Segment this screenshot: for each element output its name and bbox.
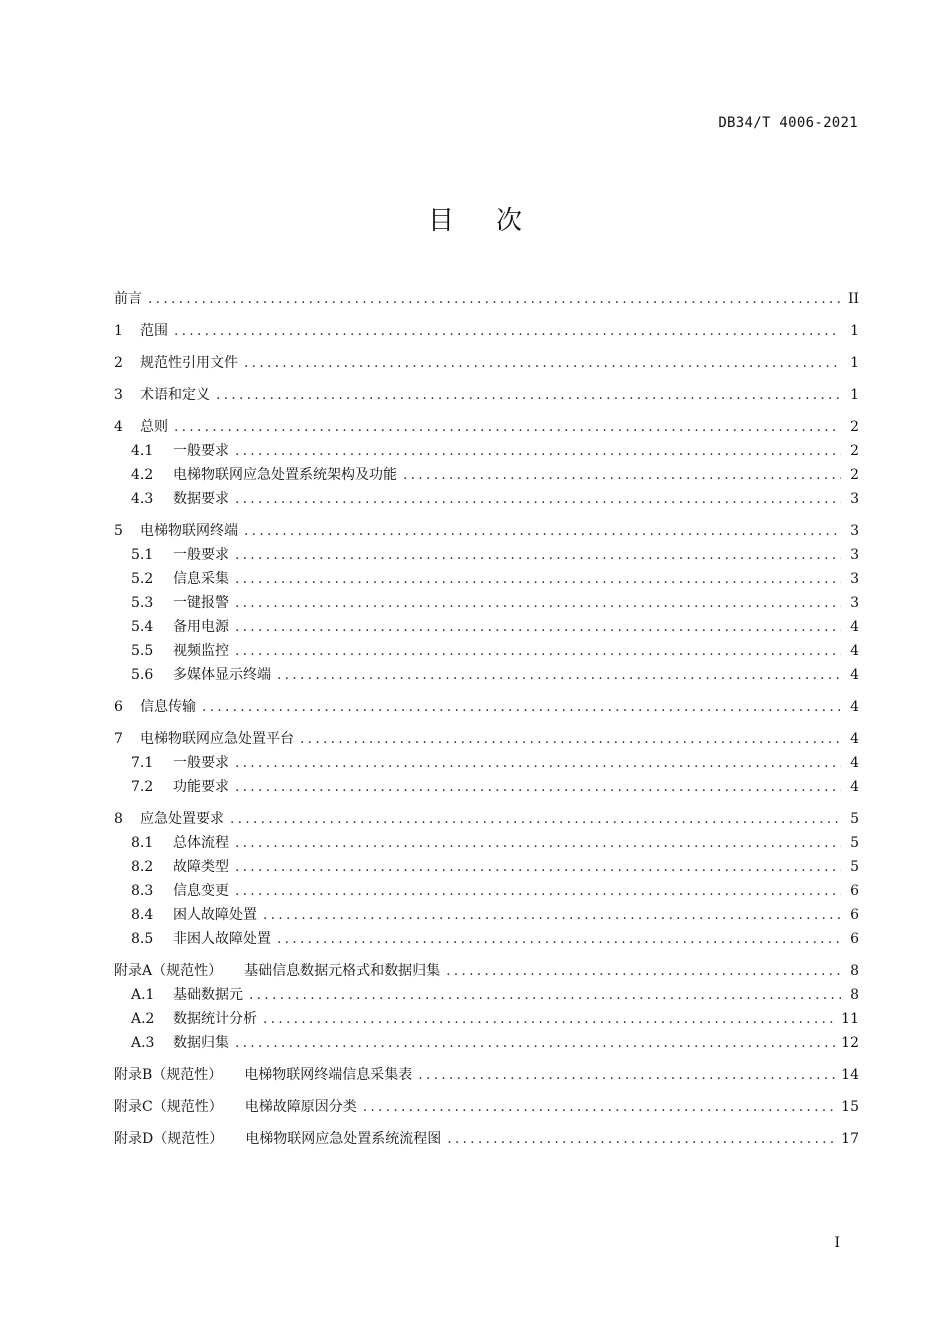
toc-leader-dots [235,879,841,903]
toc-entry[interactable] [114,663,859,687]
toc-entry[interactable] [114,487,859,511]
toc-leader-dots [235,1031,835,1055]
toc-appendix-title: 电梯物联网应急处置系统流程图 [245,1131,442,1147]
toc-entry-label: 范围 [140,323,168,339]
toc-entry-number: 4 [114,419,123,435]
toc-entry[interactable] [114,439,859,463]
toc-entry[interactable] [114,775,859,799]
toc-entry-label: 应急处置要求 [140,811,224,827]
toc-leader-dots [418,1063,835,1087]
toc-entry-label: 前言 [114,291,142,307]
toc-entry-page: 2 [850,443,859,459]
toc-entry-label: 数据归集 [173,1035,229,1051]
toc-leader-dots [235,439,841,463]
toc-leader-dots [446,959,841,983]
toc-entry-number: 5.1 [131,547,154,563]
toc-entry-number: 1 [114,323,123,339]
toc-entry-number: A.3 [131,1035,155,1051]
toc-entry[interactable] [114,855,859,879]
toc-entry-page: 4 [850,619,859,635]
toc-leader-dots [174,415,841,439]
toc-entry[interactable] [114,751,859,775]
toc-entry-page: 2 [850,467,859,483]
toc-entry[interactable] [114,983,859,1007]
toc-leader-dots [363,1095,835,1119]
toc-entry-page: II [847,291,859,307]
toc-entry-number: 5.6 [131,667,154,683]
toc-entry-number: 8.2 [131,859,154,875]
toc-leader-dots [235,615,841,639]
toc-entry[interactable] [114,519,859,543]
toc-entry-label: 一般要求 [173,443,229,459]
toc-entry-page: 8 [850,987,859,1003]
toc-entry[interactable] [114,567,859,591]
toc-entry-page: 4 [850,755,859,771]
toc-entry-number: 4.3 [131,491,154,507]
toc-leader-dots [263,1007,835,1031]
toc-entry-number: 5.2 [131,571,154,587]
toc-entry-label: 困人故障处置 [173,907,257,923]
toc-entry-page: 3 [850,595,859,611]
toc-entry-label: 总则 [140,419,168,435]
toc-leader-dots [277,927,841,951]
toc-entry-number: 6 [114,699,123,715]
toc-entry[interactable] [114,319,859,343]
toc-leader-dots [277,663,841,687]
toc-entry-label: 功能要求 [173,779,229,795]
toc-entry-label: 故障类型 [173,859,229,875]
toc-leader-dots [174,319,841,343]
toc-entry-number: 5.4 [131,619,154,635]
toc-entry-label: 信息采集 [173,571,229,587]
toc-appendix-title: 电梯故障原因分类 [244,1099,357,1115]
toc-entry-page: 4 [850,779,859,795]
toc-entry-label: 术语和定义 [140,387,210,403]
toc-entry-number: 2 [114,355,123,371]
toc-leader-dots [403,463,841,487]
toc-entry-number: 5.5 [131,643,154,659]
toc-appendix-title: 电梯物联网终端信息采集表 [244,1067,413,1083]
toc-appendix-label: 附录C（规范性） [114,1099,223,1115]
toc-leader-dots [230,807,841,831]
toc-entry-number: 7.2 [131,779,154,795]
toc-entry[interactable] [114,831,859,855]
toc-entry[interactable] [114,287,859,311]
toc-entry[interactable] [114,727,859,751]
toc-entry-page: 11 [841,1011,859,1027]
toc-leader-dots [235,855,841,879]
toc-entry-page: 1 [850,323,859,339]
toc-entry[interactable] [114,591,859,615]
toc-entry-label: 多媒体显示终端 [173,667,271,683]
toc-entry[interactable] [114,615,859,639]
toc-entry-number: 4.2 [131,467,154,483]
toc-entry-page: 15 [841,1099,859,1115]
toc-entry-page: 6 [850,883,859,899]
toc-leader-dots [244,519,841,543]
toc-leader-dots [244,351,841,375]
toc-entry[interactable] [114,639,859,663]
toc-entry-label: 信息传输 [140,699,196,715]
toc-entry-page: 5 [850,835,859,851]
toc-leader-dots [235,831,841,855]
toc-appendix-label: 附录A（规范性） [114,963,223,979]
toc-entry-page: 4 [850,731,859,747]
toc-entry-number: 4.1 [131,443,154,459]
toc-entry-page: 1 [850,355,859,371]
toc-leader-dots [202,695,841,719]
toc-entry[interactable] [114,415,859,439]
toc-leader-dots [235,751,841,775]
toc-entry-label: 基础数据元 [173,987,243,1003]
toc-entry[interactable] [114,903,859,927]
toc-leader-dots [447,1127,835,1151]
toc-leader-dots [300,727,841,751]
toc-entry[interactable] [114,1031,859,1055]
toc-appendix-label: 附录D（规范性） [114,1131,224,1147]
toc-entry[interactable] [114,1007,859,1031]
toc-entry[interactable] [114,351,859,375]
toc-entry-number: 8.5 [131,931,154,947]
toc-entry-number: A.2 [131,1011,155,1027]
toc-entry-page: 6 [850,931,859,947]
toc-entry-label: 非困人故障处置 [173,931,271,947]
toc-leader-dots [235,543,841,567]
toc-entry-label: 一键报警 [173,595,229,611]
toc-entry-label: 电梯物联网终端 [140,523,238,539]
toc-appendix-label: 附录B（规范性） [114,1067,223,1083]
toc-entry-page: 12 [841,1035,859,1051]
toc-entry[interactable] [114,463,859,487]
footer-page-number: I [834,1235,840,1251]
toc-entry-label: 数据要求 [173,491,229,507]
toc-entry[interactable] [114,879,859,903]
toc-entry-label: 电梯物联网应急处置平台 [140,731,294,747]
toc-entry-number: 3 [114,387,123,403]
toc-entry-page: 4 [850,643,859,659]
toc-entry-number: 5 [114,523,123,539]
toc-entry-label: 一般要求 [173,547,229,563]
toc-entry-page: 3 [850,547,859,563]
toc-entry-label: 信息变更 [173,883,229,899]
toc-entry-page: 17 [841,1131,859,1147]
toc-entry-label: 备用电源 [173,619,229,635]
standard-code: DB34/T 4006-2021 [718,115,858,131]
toc-entry-label: 电梯物联网应急处置系统架构及功能 [173,467,397,483]
toc-entry-label: 总体流程 [173,835,229,851]
toc-leader-dots [216,383,841,407]
toc-appendix-title: 基础信息数据元格式和数据归集 [244,963,441,979]
toc-entry-page: 3 [850,491,859,507]
toc-leader-dots [263,903,841,927]
toc-entry-page: 5 [850,811,859,827]
toc-entry-label: 视频监控 [173,643,229,659]
toc-entry-number: 8.3 [131,883,154,899]
toc-leader-dots [235,567,841,591]
toc-entry[interactable] [114,695,859,719]
toc-entry-page: 2 [850,419,859,435]
toc-entry-label: 数据统计分析 [173,1011,257,1027]
toc-entry-number: 7.1 [131,755,154,771]
toc-entry-number: A.1 [131,987,155,1003]
toc-entry-number: 5.3 [131,595,154,611]
toc-entry-number: 8 [114,811,123,827]
toc-entry-page: 4 [850,667,859,683]
toc-leader-dots [249,983,841,1007]
toc-entry[interactable] [114,383,859,407]
toc-leader-dots [235,775,841,799]
toc-leader-dots [235,487,841,511]
toc-entry-page: 4 [850,699,859,715]
toc-entry-label: 一般要求 [173,755,229,771]
toc-entry[interactable] [114,959,859,983]
toc-entry-page: 1 [850,387,859,403]
toc-entry-page: 8 [850,963,859,979]
toc-entry[interactable] [114,807,859,831]
toc-entry-page: 3 [850,571,859,587]
toc-entry-page: 5 [850,859,859,875]
toc-leader-dots [148,287,841,311]
toc-leader-dots [235,639,841,663]
toc-entry-number: 8.4 [131,907,154,923]
toc-entry-page: 3 [850,523,859,539]
toc-entry-number: 7 [114,731,123,747]
toc-entry-number: 8.1 [131,835,154,851]
page-title: 目次 [427,206,564,236]
toc-entry-label: 规范性引用文件 [140,355,238,371]
toc-entry-page: 6 [850,907,859,923]
table-of-contents [114,287,859,1151]
toc-entry[interactable] [114,1127,859,1151]
toc-entry[interactable] [114,543,859,567]
toc-leader-dots [235,591,841,615]
toc-entry-page: 14 [841,1067,859,1083]
toc-entry[interactable] [114,1095,859,1119]
toc-entry[interactable] [114,1063,859,1087]
toc-entry[interactable] [114,927,859,951]
